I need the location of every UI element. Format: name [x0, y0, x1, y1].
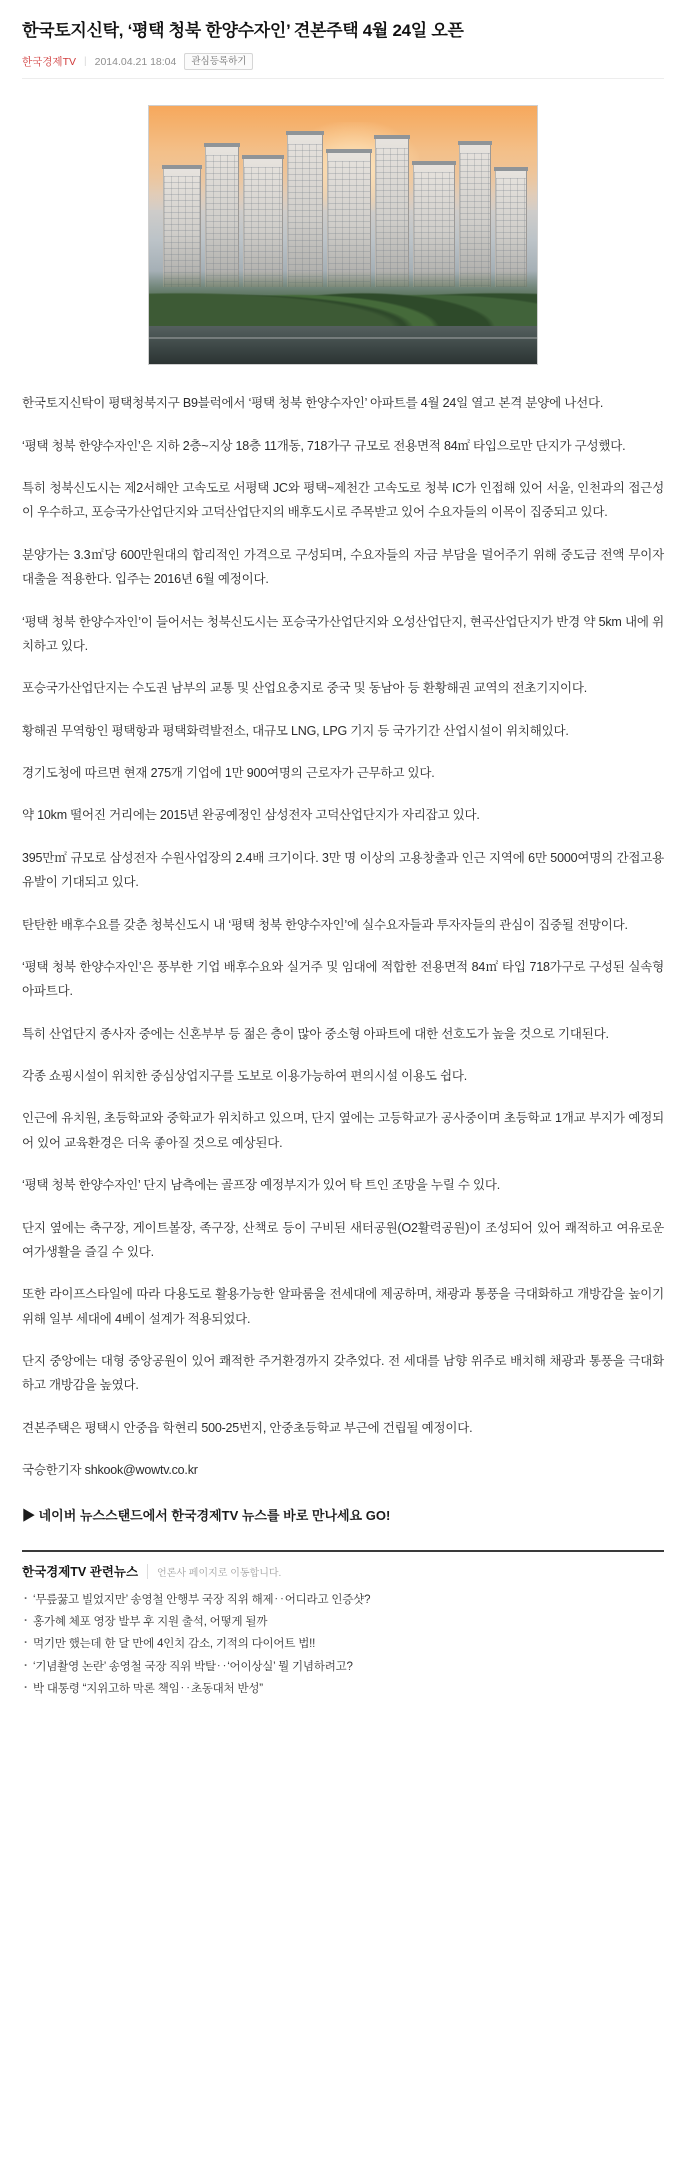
article-paragraph: 특히 청북신도시는 제2서해안 고속도로 서평택 JC와 평택~제천간 고속도로 청북 IC가 인접해 있어 서울, 인천과의 접근성이 우수하고, 포승국가산업단지와 고덕산업단지의 배후도시로 주목받고 있어 수요자들의 이목이 집중되고 있다.: [22, 481, 664, 520]
newsstand-promo-link[interactable]: ▶ 네이버 뉴스스탠드에서 한국경제TV 뉴스를 바로 만나세요 GO!: [22, 1507, 391, 1523]
article-paragraph: ‘평택 청북 한양수자인’이 들어서는 청북신도시는 포승국가산업단지와 오성산업단지, 현곡산업단지가 반경 약 5km 내에 위치하고 있다.: [22, 614, 665, 653]
article-body: [22, 391, 664, 1523]
article-paragraph: 경기도청에 따르면 현재 275개 기업에 1만 900여명의 근로자가 근무하고 있다.: [22, 766, 435, 781]
article-paragraph: 395만㎡ 규모로 삼성전자 수원사업장의 2.4배 크기이다. 3만 명 이상의 고용창출과 인근 지역에 6만 5000여명의 간접고용 유발이 기대되고 있다.: [22, 850, 664, 890]
article-photo-wrap: [22, 105, 664, 365]
page-title: 한국토지신탁, ‘평택 청북 한양수자인’ 견본주택 4월 24일 오픈: [22, 21, 464, 40]
article-paragraph: ‘평택 청북 한양수자인’은 풍부한 기업 배후수요와 실거주 및 임대에 적합한 전용면적 84㎡ 타입 718가구로 구성된 실속형 아파트다.: [22, 959, 664, 999]
byline: [22, 53, 664, 70]
apartment-building: [413, 165, 455, 287]
apartment-building: [163, 169, 201, 287]
article-paragraph: 견본주택은 평택시 안중읍 학현리 500-25번지, 안중초등학교 부근에 건립될 예정이다.: [22, 1420, 473, 1435]
source-name: 한국경제TV: [22, 56, 76, 69]
tree-line: [149, 271, 537, 328]
related-news-note: 언론사 페이지로 이동합니다.: [147, 1564, 281, 1579]
article-paragraph: 약 10km 떨어진 거리에는 2015년 완공예정인 삼성전자 고덕산업단지가 자리잡고 있다.: [22, 808, 480, 823]
list-item[interactable]: · 먹기만 했는데 한 달 만에 4인치 감소, 기적의 다이어트 법!!: [22, 1633, 664, 1655]
article-paragraph: 포승국가산업단지는 수도권 남부의 교통 및 산업요충지로 중국 및 동남아 등 환황해권 교역의 전초기지이다.: [22, 681, 588, 696]
list-item[interactable]: · ‘기념촬영 논란’ 송영철 국장 직위 박탈‥‘어이상실’ 뭘 기념하려고?: [22, 1656, 664, 1678]
apartment-building: [375, 139, 409, 287]
article-paragraph: 탄탄한 배후수요를 갖춘 청북신도시 내 ‘평택 청북 한양수자인’에 실수요자들과 투자자들의 관심이 집중될 전망이다.: [22, 917, 628, 932]
apartment-building: [287, 135, 323, 287]
article-paragraph: 황해권 무역항인 평택항과 평택화력발전소, 대규모 LNG, LPG 기지 등 국가기간 산업시설이 위치해있다.: [22, 723, 569, 738]
list-item[interactable]: · ‘무릎꿇고 빌었지만’ 송영철 안행부 국장 직위 해제‥어디라고 인증샷?: [22, 1589, 664, 1611]
subscribe-button[interactable]: 관심등록하기: [184, 53, 253, 70]
article-paragraph: 단지 옆에는 축구장, 게이트볼장, 족구장, 산책로 등이 구비된 새터공원(O2활력공원)이 조성되어 있어 쾌적하고 여유로운 여가생활을 즐길 수 있다.: [22, 1220, 664, 1259]
list-item[interactable]: · 박 대통령 “지위고하 막론 책임‥초동대처 반성”: [22, 1678, 664, 1700]
related-news-header: [22, 1562, 664, 1580]
apartment-building: [327, 153, 371, 287]
apartment-building: [495, 171, 527, 287]
article-paragraph: ‘평택 청북 한양수자인’은 지하 2층~지상 18층 11개동, 718가구 규모로 전용면적 84㎡ 타입으로만 단지가 구성했다.: [22, 438, 626, 453]
article-paragraph: 특히 산업단지 종사자 중에는 신혼부부 등 젊은 층이 많아 중소형 아파트에 대한 선호도가 높을 것으로 기대된다.: [22, 1026, 609, 1041]
article-paragraph: ‘평택 청북 한양수자인’ 단지 남측에는 골프장 예정부지가 있어 탁 트인 조망을 누릴 수 있다.: [22, 1178, 501, 1193]
reporter-line: 국승한기자 shkook@wowtv.co.kr: [22, 1463, 198, 1478]
related-news-list: [22, 1589, 664, 1701]
road-foreground: [149, 326, 537, 365]
article-paragraph: 한국토지신탁이 평택청북지구 B9블럭에서 ‘평택 청북 한양수자인’ 아파트를 4월 24일 열고 본격 분양에 나선다.: [22, 396, 604, 411]
article-paragraph: 분양가는 3.3㎡당 600만원대의 합리적인 가격으로 구성되며, 수요자들의 자금 부담을 덜어주기 위해 중도금 전액 무이자 대출을 적용한다. 입주는 2016년 6월 예정이다.: [22, 547, 664, 587]
article-paragraph: 인근에 유치원, 초등학교와 중학교가 위치하고 있으며, 단지 옆에는 고등학교가 공사중이며 초등학교 1개교 부지가 예정되어 있어 교육환경은 더욱 좋아질 것으로 예상된다.: [22, 1111, 664, 1150]
list-item[interactable]: · 홍가혜 체포 영장 발부 후 지원 출석, 어떻게 될까: [22, 1611, 664, 1633]
publish-date: 2014.04.21 18:04: [94, 55, 177, 68]
article-photo: [148, 105, 538, 365]
header-divider: [22, 78, 664, 79]
apartment-building: [205, 147, 239, 287]
apartment-building: [243, 159, 283, 287]
article-paragraph: 또한 라이프스타일에 따라 다용도로 활용가능한 알파룸을 전세대에 제공하며, 채광과 통풍을 극대화하고 개방감을 높이기 위해 일부 세대에 4베이 설계가 적용되었다.: [22, 1287, 664, 1326]
article-paragraph: 각종 쇼핑시설이 위치한 중심상업지구를 도보로 이용가능하여 편의시설 이용도 쉽다.: [22, 1069, 468, 1084]
related-news-title: 한국경제TV 관련뉴스: [22, 1564, 139, 1579]
article-paragraph: 단지 중앙에는 대형 중앙공원이 있어 쾌적한 주거환경까지 갖추었다. 전 세대를 남향 위주로 배치해 채광과 통풍을 극대화하고 개방감을 높였다.: [22, 1354, 664, 1393]
apartment-building: [459, 145, 491, 287]
related-news-section: [22, 1550, 664, 1701]
byline-divider: |: [84, 56, 87, 68]
